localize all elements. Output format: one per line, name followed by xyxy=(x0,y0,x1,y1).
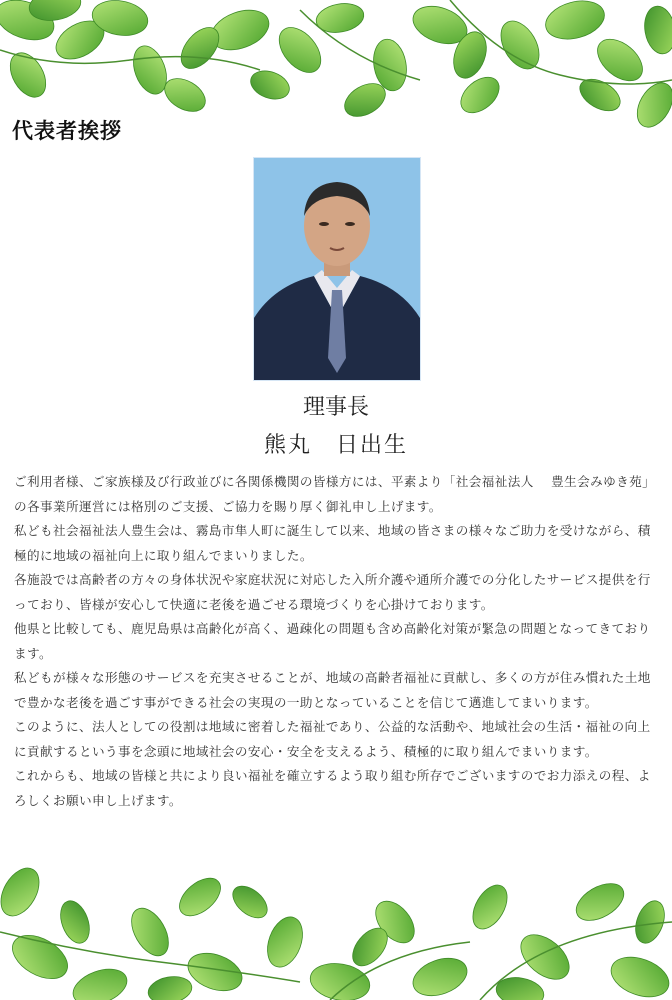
representative-name: 熊丸 日出生 xyxy=(263,433,408,458)
message-paragraph: 私ども社会福祉法人豊生会は、霧島市隼人町に誕生して以来、地域の皆さまの様々なご助力を受けながら、積極的に地域の福祉向上に取り組んでまいりました。 xyxy=(14,523,651,563)
page-title: 代表者挨拶 xyxy=(12,119,122,143)
greeting-message xyxy=(14,470,660,813)
message-paragraph: 各施設では高齢者の方々の身体状況や家庭状況に対応した入所介護や通所介護での分化したサービス提供を行っており、皆様が安心して快適に老後を過ごせる環境づくりを心掛けております。 xyxy=(14,572,651,612)
portrait-photo xyxy=(253,157,421,381)
message-paragraph: ご利用者様、ご家族様及び行政並びに各関係機関の皆様方には、平素より「社会福祉法人 豊生会みゆき苑」の各事業所運営には格別のご支援、ご協力を賜り厚く御礼申し上げます。 xyxy=(14,474,656,514)
message-paragraph: 他県と比較しても、鹿児島県は高齢化が高く、過疎化の問題も含め高齢化対策が緊急の問題となってきております。 xyxy=(14,621,651,661)
message-paragraph: これからも、地域の皆様と共により良い福祉を確立するよう取り組む所存でございますのでお力添えの程、よろしくお願い申し上げます。 xyxy=(14,768,651,808)
bottom-leaf-border-icon xyxy=(0,862,672,1000)
message-paragraph: このように、法人としての役割は地域に密着した福祉であり、公益的な活動や、地域社会の生活・福祉の向上に貢献するという事を念頭に地域社会の安心・安全を支えるよう、積極的に取り組んでまいります。 xyxy=(14,719,651,759)
role-title: 理事長 xyxy=(302,395,369,420)
message-paragraph: 私どもが様々な形態のサービスを充実させることが、地域の高齢者福祉に貢献し、多くの方が住み慣れた土地で豊かな老後を過ごす事ができる社会の実現の一助となっていることを信じて邁進してまいります。 xyxy=(14,670,651,710)
